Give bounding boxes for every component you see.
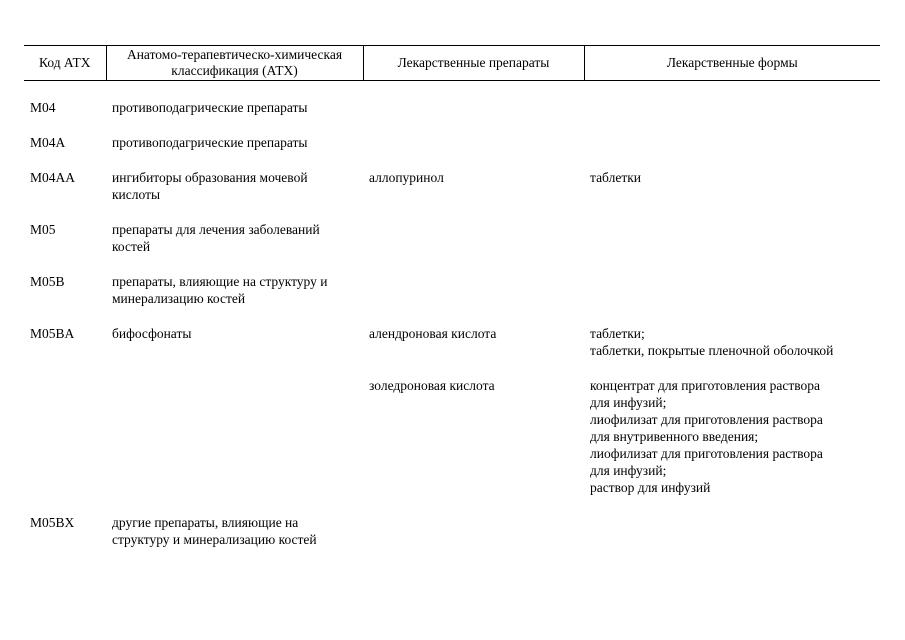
cell-form: [584, 221, 880, 273]
cell-drug: [363, 273, 584, 325]
table-row: [24, 273, 880, 325]
cell-drug: [363, 221, 584, 273]
cell-form: [584, 134, 880, 169]
table-row: [24, 221, 880, 273]
cell-code: M05: [30, 222, 56, 237]
table-row: [24, 134, 880, 169]
table-row: [24, 169, 880, 221]
cell-atc: противоподагрические препараты: [112, 100, 308, 115]
header-row: [24, 46, 880, 81]
cell-code: M05BA: [30, 326, 75, 341]
cell-drug: аллопуринол: [369, 170, 444, 185]
cell-drug: [363, 134, 584, 169]
cell-atc: противоподагрические препараты: [112, 135, 308, 150]
table-row: [24, 325, 880, 377]
cell-code: M04A: [30, 135, 66, 150]
atc-drug-table: [24, 45, 880, 566]
cell-code: M05B: [30, 274, 65, 289]
cell-atc: бифосфонаты: [112, 326, 192, 341]
cell-form: концентрат для приготовления раствора для инфузий; лиофилизат для приготовления раствора для внутривенного введения; лиофилизат для приготовления раствора для инфузий; раствор для инфузий: [590, 378, 823, 495]
table-body: [24, 81, 880, 567]
header-code: Код АТХ: [24, 46, 106, 81]
table-row: [24, 81, 880, 135]
cell-drug: [363, 81, 584, 135]
cell-atc: препараты, влияющие на структуру и минерализацию костей: [112, 274, 328, 306]
cell-drug: золедроновая кислота: [369, 378, 495, 393]
cell-atc: другие препараты, влияющие на структуру и минерализацию костей: [112, 515, 317, 547]
cell-code: M04: [30, 100, 56, 115]
cell-code: M04AA: [30, 170, 76, 185]
cell-form: [584, 81, 880, 135]
cell-form: [584, 273, 880, 325]
table-row: [24, 377, 880, 514]
cell-atc: ингибиторы образования мочевой кислоты: [112, 170, 308, 202]
cell-form: таблетки: [590, 170, 642, 185]
cell-code: M05BX: [30, 515, 75, 530]
table-header: [24, 46, 880, 81]
header-drugs: Лекарственные препараты: [363, 46, 584, 81]
cell-atc: [106, 377, 363, 514]
cell-code: [24, 377, 106, 514]
header-atc-classification: Анатомо-терапевтическо-химическая классификация (АТХ): [106, 46, 363, 81]
cell-atc: препараты для лечения заболеваний костей: [112, 222, 320, 254]
cell-form: [584, 514, 880, 566]
table-row: [24, 514, 880, 566]
header-dosage-forms: Лекарственные формы: [584, 46, 880, 81]
cell-form: таблетки; таблетки, покрытые пленочной оболочкой: [590, 326, 834, 358]
cell-drug: [363, 514, 584, 566]
cell-drug: алендроновая кислота: [369, 326, 497, 341]
